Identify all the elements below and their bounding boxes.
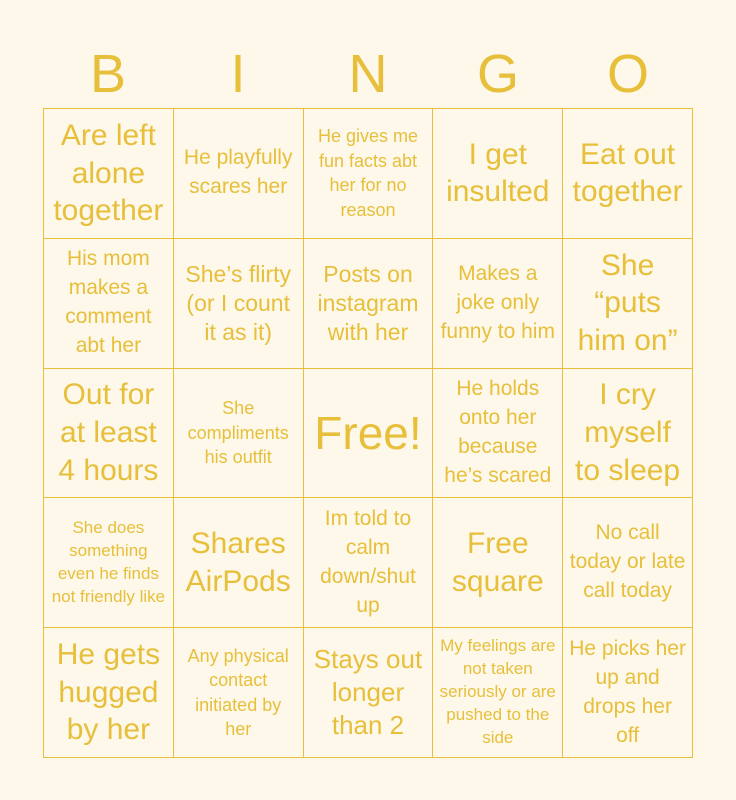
bingo-cell[interactable]: Im told to calm down/shut up (304, 498, 434, 628)
bingo-cell[interactable]: She does something even he finds not friendly like (44, 498, 174, 628)
header-letter-i: I (230, 44, 246, 104)
bingo-cell[interactable]: Eat out together (563, 109, 693, 239)
bingo-cell[interactable]: Shares AirPods (174, 498, 304, 628)
bingo-cell[interactable]: He holds onto her because he’s scared (433, 369, 563, 499)
free-space-cell[interactable]: Free! (304, 369, 434, 499)
bingo-cell[interactable]: He gives me fun facts abt her for no reason (304, 109, 434, 239)
bingo-cell[interactable]: Free square (433, 498, 563, 628)
header-letter-o: O (606, 44, 649, 104)
bingo-cell[interactable]: His mom makes a comment abt her (44, 239, 174, 369)
header-letter-b: B (89, 44, 127, 104)
bingo-cell[interactable]: I cry myself to sleep (563, 369, 693, 499)
bingo-cell[interactable]: My feelings are not taken seriously or are pushed to the side (433, 628, 563, 758)
header-letter-g: G (476, 44, 519, 104)
bingo-cell[interactable]: Posts on instagram with her (304, 239, 434, 369)
bingo-cell[interactable]: He playfully scares her (174, 109, 304, 239)
bingo-header (43, 40, 693, 108)
bingo-cell[interactable]: He gets hugged by her (44, 628, 174, 758)
bingo-card (43, 108, 693, 758)
bingo-cell[interactable]: He picks her up and drops her off (563, 628, 693, 758)
bingo-cell[interactable]: She “puts him on” (563, 239, 693, 369)
header-letter-n: N (348, 44, 388, 104)
bingo-cell[interactable]: Any physical contact initiated by her (174, 628, 304, 758)
bingo-cell[interactable]: Stays out longer than 2 (304, 628, 434, 758)
bingo-cell[interactable]: She compliments his outfit (174, 369, 304, 499)
bingo-cell[interactable]: Are left alone together (44, 109, 174, 239)
bingo-cell[interactable]: Makes a joke only funny to him (433, 239, 563, 369)
bingo-cell[interactable]: No call today or late call today (563, 498, 693, 628)
bingo-cell[interactable]: I get insulted (433, 109, 563, 239)
bingo-cell[interactable]: She’s flirty (or I count it as it) (174, 239, 304, 369)
bingo-cell[interactable]: Out for at least 4 hours (44, 369, 174, 499)
